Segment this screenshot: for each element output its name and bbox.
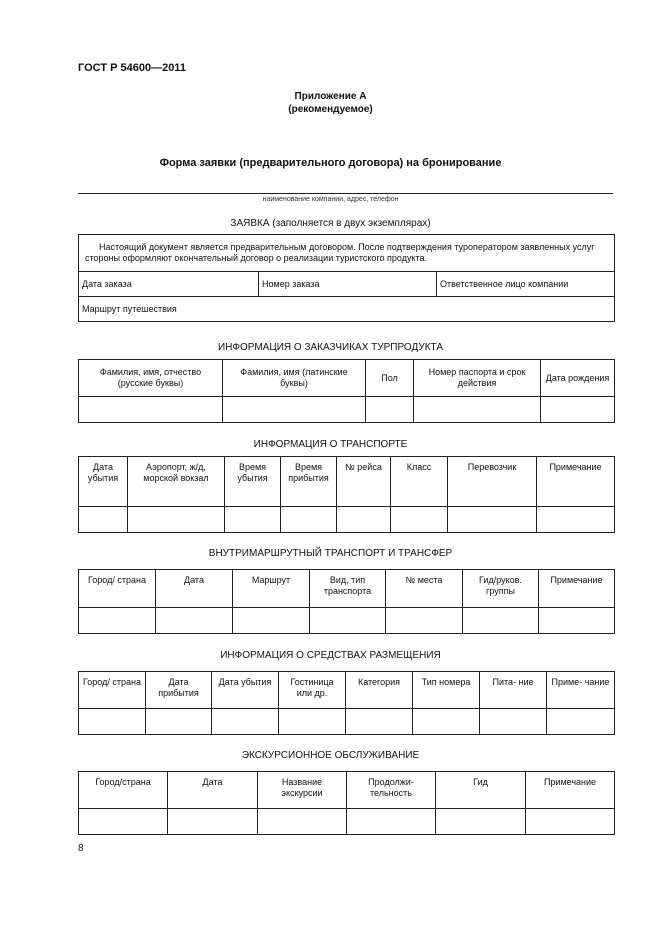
empty-cell[interactable] <box>225 507 281 533</box>
excursions-title: ЭКСКУРСИОННОЕ ОБСЛУЖИВАНИЕ <box>241 750 420 761</box>
order-number-label: Номер заказа <box>259 272 437 297</box>
request-table <box>78 234 615 322</box>
empty-cell[interactable] <box>541 397 615 423</box>
column-header: Дата <box>156 570 233 608</box>
column-header: Время прибытия <box>281 457 337 507</box>
column-header: Дата <box>168 772 258 809</box>
empty-cell[interactable] <box>79 608 156 634</box>
column-header: Город/ страна <box>79 570 156 608</box>
column-header: Примечание <box>537 457 615 507</box>
empty-cell[interactable] <box>537 507 615 533</box>
column-header: Аэропорт, ж/д, морской вокзал <box>128 457 225 507</box>
empty-cell[interactable] <box>79 809 168 835</box>
company-caption: наименование компании, адрес, телефон <box>262 196 399 203</box>
customers-table <box>78 359 615 423</box>
page-number: 8 <box>78 843 84 854</box>
empty-cell[interactable] <box>79 507 128 533</box>
column-header: Дата убытия <box>212 672 279 709</box>
empty-cell[interactable] <box>223 397 366 423</box>
empty-cell[interactable] <box>539 608 615 634</box>
empty-cell[interactable] <box>391 507 448 533</box>
column-header: Дата убытия <box>79 457 128 507</box>
empty-cell[interactable] <box>79 709 146 735</box>
empty-cell[interactable] <box>281 507 337 533</box>
column-header: Тип номера <box>413 672 480 709</box>
empty-cell[interactable] <box>366 397 414 423</box>
column-header: Пол <box>366 360 414 397</box>
empty-cell[interactable] <box>436 809 526 835</box>
company-line <box>78 193 613 194</box>
column-header: Время убытия <box>225 457 281 507</box>
column-header: Гид/руков. группы <box>463 570 539 608</box>
column-header: Маршрут <box>233 570 310 608</box>
column-header: Вид, тип транспорта <box>310 570 386 608</box>
empty-cell[interactable] <box>337 507 391 533</box>
request-heading: ЗАЯВКА (заполняется в двух экземплярах) <box>230 218 431 229</box>
empty-cell[interactable] <box>526 809 615 835</box>
column-header: Номер паспорта и срок действия <box>414 360 541 397</box>
column-header: Название экскурсии <box>258 772 347 809</box>
standard-number: ГОСТ Р 54600—2011 <box>78 62 186 74</box>
column-header: Класс <box>391 457 448 507</box>
column-header: Приме- чание <box>547 672 615 709</box>
transport-title: ИНФОРМАЦИЯ О ТРАНСПОРТЕ <box>253 439 408 450</box>
empty-cell[interactable] <box>128 507 225 533</box>
column-header: Гостиница или др. <box>279 672 346 709</box>
column-header: Продолжи- тельность <box>347 772 436 809</box>
empty-cell[interactable] <box>463 608 539 634</box>
column-header: Дата прибытия <box>146 672 212 709</box>
column-header: Перевозчик <box>448 457 537 507</box>
column-header: № места <box>386 570 463 608</box>
transfer-table <box>78 569 615 634</box>
form-title: Форма заявки (предварительного договора) на бронирование <box>159 157 502 169</box>
empty-cell[interactable] <box>233 608 310 634</box>
empty-cell[interactable] <box>414 397 541 423</box>
column-header: Примечание <box>526 772 615 809</box>
appendix-heading <box>0 90 661 116</box>
empty-cell[interactable] <box>386 608 463 634</box>
empty-cell[interactable] <box>413 709 480 735</box>
column-header: № рейса <box>337 457 391 507</box>
empty-cell[interactable] <box>547 709 615 735</box>
column-header: Дата рождения <box>541 360 615 397</box>
intro-text: Настоящий документ является предварительным договором. После подтверждения туроператором заявленных услуг стороны оформляют окончательный договор о реализации туристского продукта. <box>79 235 615 272</box>
empty-cell[interactable] <box>310 608 386 634</box>
column-header: Категория <box>346 672 413 709</box>
empty-cell[interactable] <box>346 709 413 735</box>
excursions-table <box>78 771 615 835</box>
customers-title: ИНФОРМАЦИЯ О ЗАКАЗЧИКАХ ТУРПРОДУКТА <box>217 342 444 353</box>
column-header: Гид <box>436 772 526 809</box>
empty-cell[interactable] <box>156 608 233 634</box>
empty-cell[interactable] <box>279 709 346 735</box>
empty-cell[interactable] <box>212 709 279 735</box>
accommodation-table <box>78 671 615 735</box>
column-header: Фамилия, имя (латинские буквы) <box>223 360 366 397</box>
column-header: Примечание <box>539 570 615 608</box>
appendix-subtitle: (рекомендуемое) <box>288 104 373 115</box>
empty-cell[interactable] <box>480 709 547 735</box>
column-header: Пита- ние <box>480 672 547 709</box>
empty-cell[interactable] <box>347 809 436 835</box>
route-label: Маршрут путешествия <box>79 297 615 322</box>
empty-cell[interactable] <box>448 507 537 533</box>
column-header: Город/ страна <box>79 672 146 709</box>
empty-cell[interactable] <box>146 709 212 735</box>
appendix-title: Приложение А <box>294 91 367 102</box>
empty-cell[interactable] <box>79 397 223 423</box>
transfer-title: ВНУТРИМАРШРУТНЫЙ ТРАНСПОРТ И ТРАНСФЕР <box>208 548 453 559</box>
empty-cell[interactable] <box>168 809 258 835</box>
transport-table <box>78 456 615 533</box>
accommodation-title: ИНФОРМАЦИЯ О СРЕДСТВАХ РАЗМЕЩЕНИЯ <box>220 650 441 661</box>
responsible-label: Ответственное лицо компании <box>437 272 615 297</box>
column-header: Фамилия, имя, отчество (русские буквы) <box>79 360 223 397</box>
column-header: Город/страна <box>79 772 168 809</box>
order-date-label: Дата заказа <box>79 272 259 297</box>
empty-cell[interactable] <box>258 809 347 835</box>
